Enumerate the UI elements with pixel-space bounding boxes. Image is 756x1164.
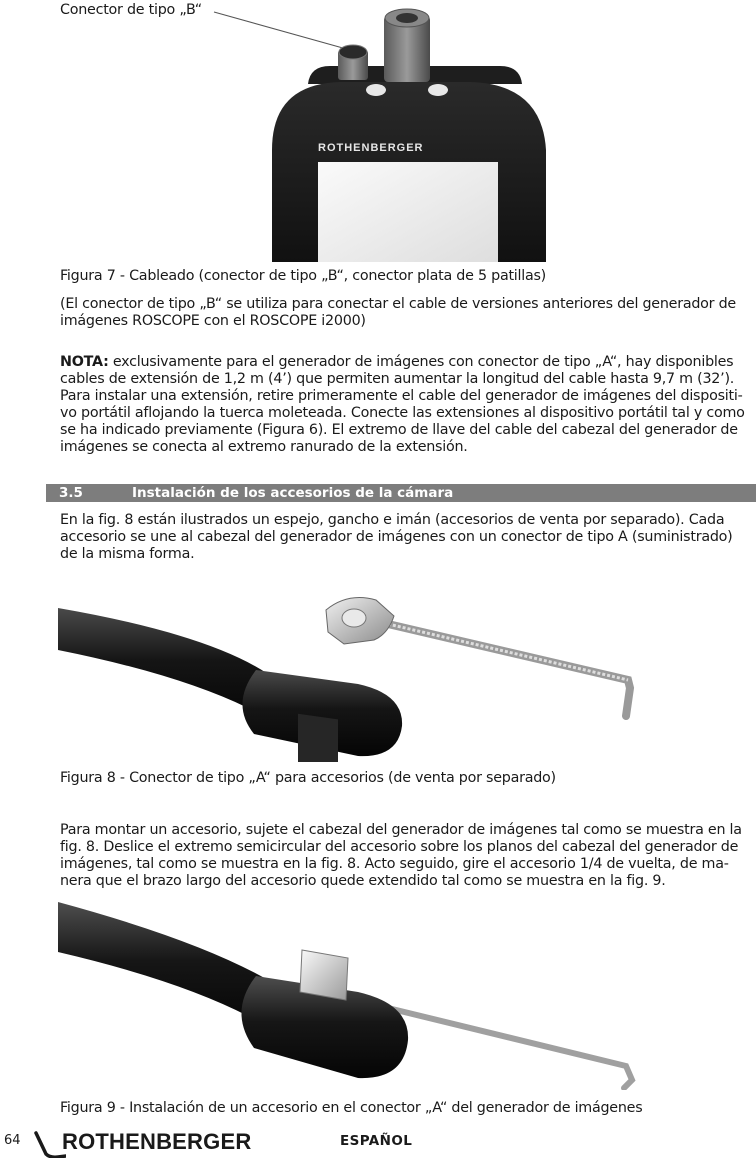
section-heading-bar <box>46 484 756 502</box>
text-line: fig. 8. Deslice el extremo semicircular del accesorio sobre los planos del cabezal del generador de <box>60 839 739 855</box>
paragraph-nota <box>60 354 756 456</box>
text-line: cables de extensión de 1,2 m (4’) que permiten aumentar la longitud del cable hasta 9,7 m (32’). <box>60 371 735 387</box>
text-line: Para instalar una extensión, retire primeramente el cable del generador de imágenes del dispositi- <box>60 388 743 404</box>
text-line: vo portátil aflojando la tuerca moleteada. Conecte las extensiones al dispositivo portátil tal y como <box>60 405 745 421</box>
paragraph-roscope-note <box>60 296 756 330</box>
section-title: Instalación de los accesorios de la cámara <box>132 485 454 501</box>
text-line: imágenes se conecta al extremo ranurado de la extensión. <box>60 439 468 455</box>
leader-line <box>214 12 350 50</box>
device-brand-logo: ROTHENBERGER <box>318 142 424 154</box>
paragraph-mounting <box>60 822 756 890</box>
section-number: 3.5 <box>59 485 83 501</box>
paragraph-accessories <box>60 512 756 563</box>
brand-swoosh-icon <box>32 1130 66 1158</box>
figure7-caption: Figura 7 - Cableado (conector de tipo „B“, conector plata de 5 patillas) <box>60 268 547 284</box>
text-line: nera que el brazo largo del accesorio quede extendido tal como se muestra en la fig. 9. <box>60 873 666 889</box>
text-line: se ha indicado previamente (Figura 6). El extremo de llave del cable del cabezal del generador de <box>60 422 738 438</box>
text-line: imágenes ROSCOPE con el ROSCOPE i2000) <box>60 313 366 329</box>
footer-language: ESPAÑOL <box>340 1133 413 1149</box>
figure8-caption: Figura 8 - Conector de tipo „A“ para accesorios (de venta por separado) <box>60 770 556 786</box>
text-line: accesorio se une al cabezal del generador de imágenes con un conector de tipo A (suministrado) <box>60 529 733 545</box>
text-line: Para montar un accesorio, sujete el cabezal del generador de imágenes tal como se muestra en la <box>60 822 742 838</box>
text-line: (El conector de tipo „B“ se utiliza para conectar el cable de versiones anteriores del generador de <box>60 296 736 312</box>
accessory-ring <box>300 950 348 1000</box>
hook-rod <box>388 1008 632 1088</box>
figure8-accessory-image <box>58 584 650 762</box>
figure7-connector-label: Conector de tipo „B“ <box>60 2 202 18</box>
text-line: de la misma forma. <box>60 546 195 562</box>
page-number: 64 <box>4 1133 21 1148</box>
nota-label: NOTA: <box>60 354 109 370</box>
text-line <box>60 354 756 371</box>
nota-first-line: exclusivamente para el generador de imágenes con conector de tipo „A“, hay disponibles <box>108 354 734 370</box>
figure7-device-image <box>0 0 756 262</box>
hook-rod <box>388 624 630 716</box>
figure9-caption: Figura 9 - Instalación de un accesorio en el conector „A“ del generador de imágenes <box>60 1100 643 1116</box>
footer-brand-logo: ROTHENBERGER <box>62 1129 252 1154</box>
device-screen <box>318 162 498 262</box>
text-line: En la fig. 8 están ilustrados un espejo, gancho e imán (accesorios de venta por separado). Cada <box>60 512 725 528</box>
figure9-accessory-image <box>58 900 650 1090</box>
text-line: imágenes, tal como se muestra en la fig. 8. Acto seguido, gire el accesorio 1/4 de vuelta, de ma- <box>60 856 729 872</box>
